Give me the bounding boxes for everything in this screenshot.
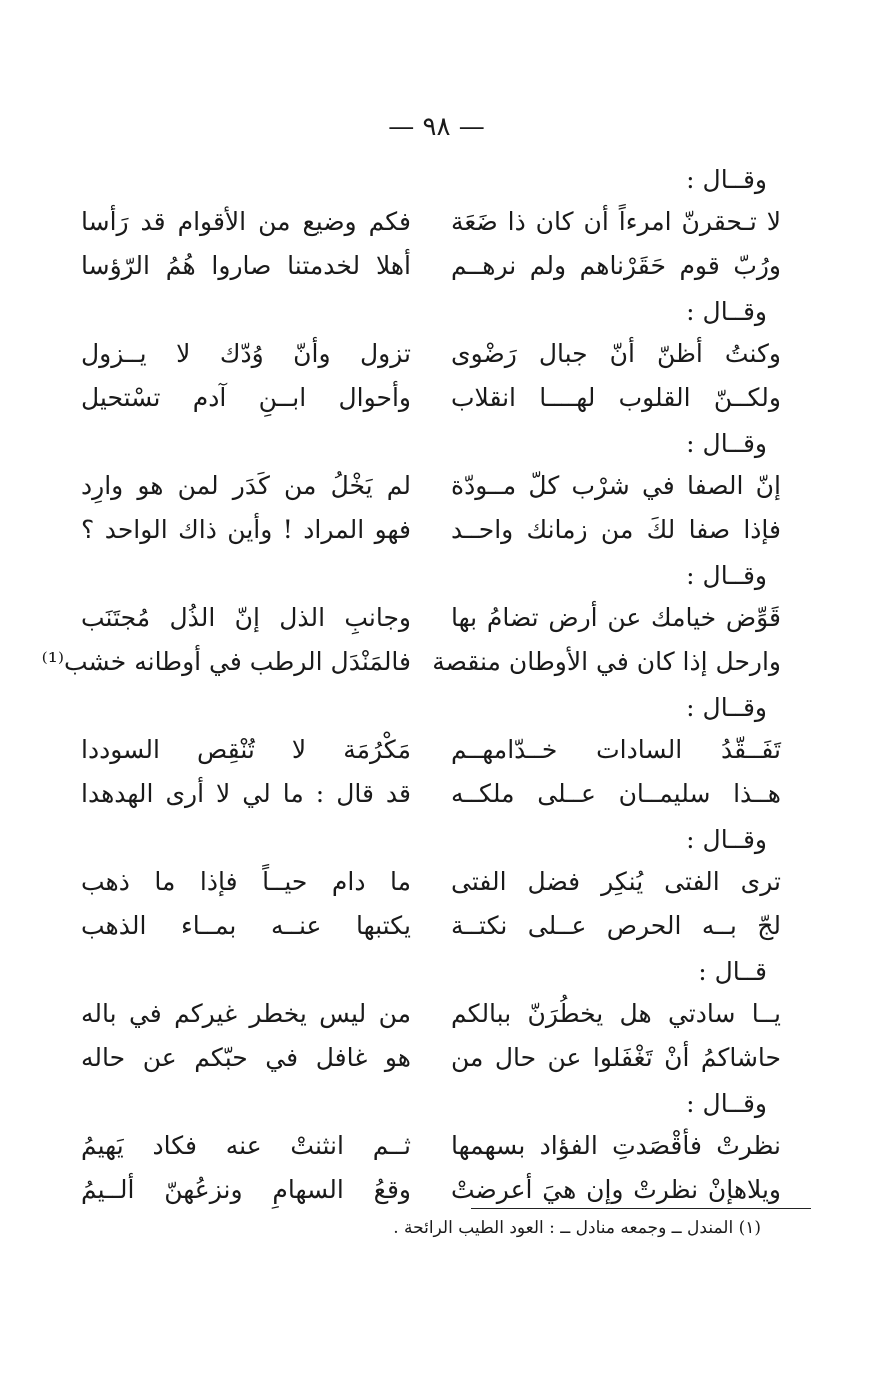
first-hemistich: ورُبّ قوم حَقَرْناهم ولم نرهــم — [451, 251, 781, 280]
second-hemistich: قد قال : ما لي لا أرى الهدهدا — [81, 779, 411, 808]
second-hemistich: فكم وضيع من الأقوام قد رَأسا — [81, 207, 411, 236]
second-hemistich: فهو المراد ! وأين ذاك الواحد ؟ — [81, 515, 411, 544]
first-hemistich: هــذا سليمــان عــلى ملكــه — [451, 779, 781, 808]
verse-line — [81, 596, 781, 640]
section-title: وقــال : — [686, 693, 767, 722]
first-hemistich: وارحل إذا كان في الأوطان منقصة — [432, 647, 781, 676]
verse-group — [81, 200, 781, 288]
second-hemistich: لم يَخْلُ من كَدَر لمن هو وارِد — [81, 471, 411, 500]
second-hemistich: وجانبِ الذل إنّ الذُل مُجتَنَب — [81, 603, 411, 632]
second-hemistich: هو غافل في حبّكم عن حاله — [81, 1043, 411, 1072]
verse-group — [41, 596, 781, 684]
footnote-divider — [471, 1208, 811, 1209]
section-title: وقــال : — [686, 561, 767, 590]
verse-line — [81, 332, 781, 376]
verse-line — [81, 200, 781, 244]
second-hemistich: وأحوال ابــنِ آدم تسْتحيل — [81, 383, 411, 412]
verse-line — [81, 244, 781, 288]
verse-group — [81, 860, 781, 948]
verse-line — [81, 1168, 781, 1212]
section-title: وقــال : — [686, 297, 767, 326]
second-hemistich: من ليس يخطر غيركم في باله — [81, 999, 411, 1028]
section-title: وقــال : — [686, 429, 767, 458]
first-hemistich: لجّ بــه الحرص عــلى نكتــة — [451, 911, 781, 940]
section-title: وقــال : — [686, 825, 767, 854]
second-hemistich: مَكْرُمَة لا تُنْقِص السوددا — [81, 735, 411, 764]
first-hemistich: ترى الفتى يُنكِر فضل الفتى — [451, 867, 781, 896]
verse-line — [81, 992, 781, 1036]
verse-line — [41, 640, 781, 684]
second-hemistich: ثــم انثنتْ عنه فكاد يَهيمُ — [81, 1131, 411, 1160]
first-hemistich: فإذا صفا لكَ من زمانك واحــد — [451, 515, 781, 544]
second-hemistich: ما دام حيــاً فإذا ما ذهب — [81, 867, 411, 896]
verse-line — [81, 860, 781, 904]
poem-body — [41, 160, 781, 1216]
second-hemistich: أهلا لخدمتنا صاروا هُمُ الرّؤسا — [81, 251, 411, 280]
verse-line — [81, 508, 781, 552]
first-hemistich: ولكــنّ القلوب لهــــا انقلاب — [451, 383, 781, 412]
verse-line — [81, 376, 781, 420]
second-hemistich: فالمَنْدَل الرطب في أوطانه خشب⁽¹⁾ — [41, 647, 411, 676]
page-number: — ٩٨ — — [388, 112, 485, 142]
section-title: وقــال : — [686, 165, 767, 194]
verse-line — [81, 1124, 781, 1168]
verse-group — [81, 332, 781, 420]
verse-group — [81, 464, 781, 552]
second-hemistich: وقعُ السهامِ ونزعُهنّ ألــيمُ — [81, 1175, 411, 1204]
footnote: (١) المندل ــ وجمعه منادل ــ : العود الطيب الرائحة . — [393, 1218, 761, 1238]
first-hemistich: تَفَــقّدُ السادات خــدّامهــم — [451, 735, 781, 764]
verse-line — [81, 772, 781, 816]
second-hemistich: يكتبها عنــه بمــاء الذهب — [81, 911, 411, 940]
first-hemistich: حاشاكمُ أنْ تَغْفَلوا عن حال من — [451, 1043, 781, 1072]
first-hemistich: وكنتُ أظنّ أنّ جبال رَضْوى — [451, 339, 781, 368]
section-title: قــال : — [698, 957, 767, 986]
verse-line — [81, 728, 781, 772]
verse-line — [81, 464, 781, 508]
second-hemistich: تزول وأنّ وُدّك لا يــزول — [81, 339, 411, 368]
section-title: وقــال : — [686, 1089, 767, 1118]
first-hemistich: يــا سادتي هل يخطُرَنّ ببالكم — [451, 999, 781, 1028]
verse-group — [81, 1124, 781, 1212]
verse-line — [81, 1036, 781, 1080]
first-hemistich: نظرتْ فأقْصَدتِ الفؤاد بسهمها — [451, 1131, 781, 1160]
verse-line — [81, 904, 781, 948]
verse-group — [81, 728, 781, 816]
first-hemistich: قَوِّض خيامك عن أرض تضامُ بها — [451, 603, 781, 632]
first-hemistich: لا تـحقرنّ امرءاً أن كان ذا ضَعَة — [451, 207, 781, 236]
verse-group — [81, 992, 781, 1080]
first-hemistich: ويلاهإنْ نظرتْ وإن هيَ أعرضتْ — [451, 1175, 781, 1204]
first-hemistich: إنّ الصفا في شرْب كلّ مــودّة — [451, 471, 781, 500]
